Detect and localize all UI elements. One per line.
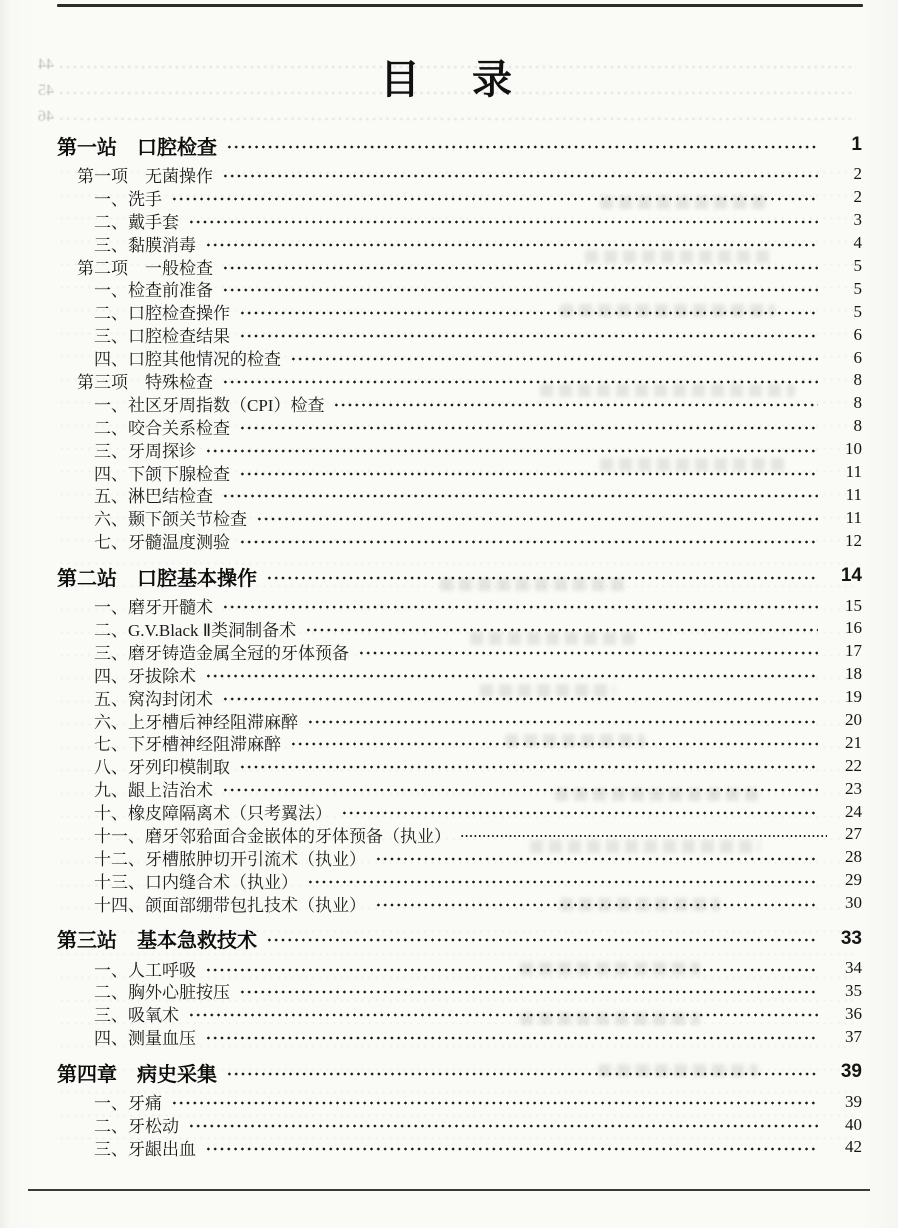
toc-entry [57, 346, 862, 369]
toc-entry-label: 十二、牙槽脓肿切开引流术（执业） [94, 849, 366, 869]
dotted-leader [239, 425, 818, 431]
toc-entry [57, 1025, 862, 1048]
toc-entry [57, 369, 862, 392]
toc-entry [57, 506, 862, 529]
toc-entry-label: 四、口腔其他情况的检查 [94, 350, 281, 370]
toc-entry [57, 777, 862, 800]
toc-entry-page: 24 [845, 801, 862, 821]
toc-entry-label: 八、牙列印模制取 [94, 758, 230, 778]
toc-entry-label: 六、颞下颌关节检查 [94, 510, 247, 530]
toc-entry-label: 三、吸氧术 [94, 1006, 179, 1026]
toc-entry-label: 第二项 一般检查 [77, 258, 213, 278]
toc-entry-page: 4 [853, 233, 862, 253]
toc-entry-label: 三、磨牙铸造金属全冠的牙体预备 [94, 643, 349, 663]
toc-entry-page: 10 [845, 439, 862, 459]
dotted-leader [239, 471, 818, 477]
toc-entry-page: 17 [845, 641, 862, 661]
toc-entry-page: 11 [845, 462, 862, 482]
page-top-rule [57, 4, 863, 7]
toc-entry [57, 529, 862, 552]
toc-entry-page: 33 [840, 927, 862, 949]
toc-entry-label: 二、牙松动 [94, 1117, 179, 1137]
bleed-through-page-number: 44 [38, 56, 54, 73]
toc-entry-page: 1 [851, 134, 862, 155]
toc-entry [57, 640, 862, 663]
toc-entry-page: 20 [845, 710, 862, 730]
toc-entry-page: 15 [845, 595, 862, 615]
dotted-leader [188, 219, 818, 225]
toc-entry-label: 三、牙周探诊 [94, 441, 196, 461]
dotted-leader [307, 879, 818, 885]
dotted-leader [305, 627, 818, 633]
toc-entry [57, 438, 862, 461]
toc-entry-label: 七、牙髓温度测验 [94, 533, 230, 553]
toc-entry-label: 二、口腔检查操作 [94, 304, 230, 324]
dotted-leader [226, 1071, 818, 1077]
toc-entry-label: 一、洗手 [94, 189, 162, 209]
dotted-leader [290, 356, 818, 362]
dotted-leader [222, 173, 818, 179]
toc-entry-page: 5 [853, 256, 862, 275]
dotted-leader [222, 379, 818, 385]
toc-entry-page: 18 [845, 664, 862, 684]
toc-entry-page: 27 [845, 824, 862, 844]
toc-entry-page: 42 [845, 1137, 862, 1157]
dotted-leader [222, 604, 818, 610]
toc-entry-page: 23 [845, 778, 862, 798]
toc-entry-page: 16 [845, 618, 862, 638]
toc-entry [57, 300, 862, 323]
dotted-leader [205, 448, 818, 454]
toc-entry [57, 980, 862, 1003]
toc-entry [57, 957, 862, 980]
toc-entry-page: 2 [853, 187, 862, 207]
toc-entry [57, 892, 862, 915]
dotted-leader [239, 539, 818, 545]
dotted-leader [222, 265, 818, 271]
dotted-leader [341, 810, 818, 816]
dotted-leader [188, 1123, 818, 1129]
toc-entry [57, 483, 862, 506]
toc-entry-label: 第三站 基本急救技术 [57, 930, 257, 953]
toc-entry-label: 二、G.V.Black Ⅱ类洞制备术 [94, 620, 297, 640]
dotted-leader [222, 787, 818, 793]
dotted-leader [205, 242, 818, 248]
toc-entry-page: 22 [845, 755, 862, 775]
toc-entry-page: 28 [845, 847, 862, 867]
toc-entry [57, 617, 862, 640]
toc-entry [57, 754, 862, 777]
bleed-through-page-number: 46 [38, 108, 54, 125]
toc-entry [57, 1002, 862, 1025]
dotted-leader [266, 575, 818, 581]
toc-entry-page: 40 [845, 1114, 862, 1134]
dotted-leader [222, 493, 818, 499]
toc-entry-label: 七、下牙槽神经阻滞麻醉 [94, 735, 281, 755]
toc-entry [57, 130, 862, 160]
dotted-leader [307, 719, 818, 725]
toc-entry-page: 36 [845, 1003, 862, 1023]
dotted-leader [239, 310, 818, 316]
toc-entry [57, 209, 862, 232]
toc-entry-page: 30 [845, 893, 862, 913]
toc-entry-label: 三、牙龈出血 [94, 1139, 196, 1159]
toc-entry-label: 一、牙痛 [94, 1094, 162, 1114]
toc-entry-label: 十四、颌面部绷带包扎技术（执业） [94, 895, 366, 915]
toc-entry-page: 39 [840, 1061, 862, 1083]
toc-entry-page: 3 [853, 210, 862, 230]
dotted-leader [222, 696, 818, 702]
toc-entry-label: 一、人工呼吸 [94, 960, 196, 980]
toc-entry-page: 37 [845, 1026, 862, 1046]
toc-entry [57, 1113, 862, 1136]
toc-entry-page: 11 [845, 507, 862, 527]
dotted-leader [375, 856, 818, 862]
toc-entry-label: 第四章 病史采集 [57, 1063, 217, 1086]
toc-entry [57, 415, 862, 438]
page-title: 目 录 [380, 58, 518, 102]
toc-entry-label: 十一、磨牙邻𬌗面合金嵌体的牙体预备（执业） [94, 827, 451, 846]
toc-entry-label: 四、下颌下腺检查 [94, 464, 230, 484]
toc-entry-page: 11 [845, 484, 862, 504]
toc-entry-page: 34 [845, 958, 862, 978]
toc-entry [57, 561, 862, 591]
toc-entry-label: 第二站 口腔基本操作 [57, 567, 257, 590]
toc-entry-page: 19 [845, 687, 862, 707]
dotted-leader [333, 402, 818, 408]
toc-entry-page: 29 [845, 870, 862, 890]
toc-entry-label: 四、牙拔除术 [94, 666, 196, 686]
toc-entry-page: 35 [845, 980, 862, 1000]
dotted-leader [375, 902, 818, 908]
toc-entry-page: 39 [845, 1091, 862, 1111]
toc-entry-label: 第一项 无菌操作 [77, 166, 213, 186]
page-bottom-rule [28, 1189, 870, 1191]
dotted-leader [358, 650, 818, 656]
dotted-leader [226, 144, 818, 150]
toc-entry [57, 186, 862, 209]
toc-entry-page: 5 [853, 278, 862, 298]
toc-entry [57, 163, 862, 186]
toc-entry [57, 594, 862, 617]
dotted-leader [205, 673, 818, 679]
dotted-leader [239, 333, 818, 339]
dotted-leader [256, 516, 818, 522]
toc-entry-page: 6 [853, 347, 862, 367]
toc-entry [57, 255, 862, 278]
toc-entry [57, 823, 862, 846]
toc-entry [57, 461, 862, 484]
toc-entry-page: 12 [845, 530, 862, 550]
toc-entry-page: 8 [853, 370, 862, 390]
toc-entry-label: 十、橡皮障隔离术（只考翼法） [94, 804, 332, 824]
toc-entry-page: 5 [853, 301, 862, 321]
toc-entry-page: 8 [853, 393, 862, 413]
toc-entry-label: 二、胸外心脏按压 [94, 983, 230, 1003]
dotted-leader [171, 196, 818, 202]
toc-entry-label: 九、龈上洁治术 [94, 781, 213, 801]
dotted-leader [290, 741, 818, 747]
toc-entry-label: 二、戴手套 [94, 212, 179, 232]
toc-entry [57, 924, 862, 954]
toc-entry-label: 五、窝沟封闭术 [94, 689, 213, 709]
toc-entry-page: 14 [840, 565, 862, 587]
dotted-leader [266, 937, 818, 943]
toc-entry [57, 686, 862, 709]
toc-entry [57, 1136, 862, 1159]
toc-entry [57, 731, 862, 754]
toc-entry-label: 第一站 口腔检查 [57, 136, 217, 159]
toc-entry [57, 323, 862, 346]
toc-entry-label: 一、社区牙周指数（CPI）检查 [94, 395, 325, 415]
toc-entry [57, 846, 862, 869]
toc-entry-label: 三、口腔检查结果 [94, 327, 230, 347]
toc-entry [57, 869, 862, 892]
bleed-through-page-number: 45 [38, 82, 54, 99]
dotted-leader [171, 1100, 818, 1106]
toc-entry [57, 232, 862, 255]
dotted-leader [205, 1035, 818, 1041]
toc-entry-label: 第三项 特殊检查 [77, 372, 213, 392]
dotted-leader [222, 287, 818, 293]
dotted-leader [460, 833, 827, 839]
toc-entry [57, 277, 862, 300]
toc-entry-label: 六、上牙槽后神经阻滞麻醉 [94, 712, 298, 732]
toc-entry-label: 三、黏膜消毒 [94, 235, 196, 255]
toc-entry-page: 21 [845, 732, 862, 752]
toc-entry-label: 二、咬合关系检查 [94, 418, 230, 438]
toc-entry-page: 8 [853, 416, 862, 436]
dotted-leader [205, 1146, 818, 1152]
toc-entry [57, 1057, 862, 1087]
toc-list [57, 121, 862, 1159]
toc-entry-label: 四、测量血压 [94, 1029, 196, 1049]
toc-entry [57, 663, 862, 686]
toc-entry-page: 6 [853, 324, 862, 344]
dotted-leader [239, 989, 818, 995]
dotted-leader [188, 1012, 818, 1018]
dotted-leader [205, 967, 818, 973]
toc-entry [57, 392, 862, 415]
toc-entry [57, 709, 862, 732]
toc-entry-label: 一、磨牙开髓术 [94, 598, 213, 618]
toc-entry-label: 一、检查前准备 [94, 281, 213, 301]
toc-entry-label: 十三、口内缝合术（执业） [94, 872, 298, 892]
toc-entry [57, 1090, 862, 1113]
toc-entry-label: 五、淋巴结检查 [94, 487, 213, 507]
dotted-leader [239, 764, 818, 770]
toc-entry [57, 800, 862, 823]
toc-entry-page: 2 [853, 164, 862, 184]
